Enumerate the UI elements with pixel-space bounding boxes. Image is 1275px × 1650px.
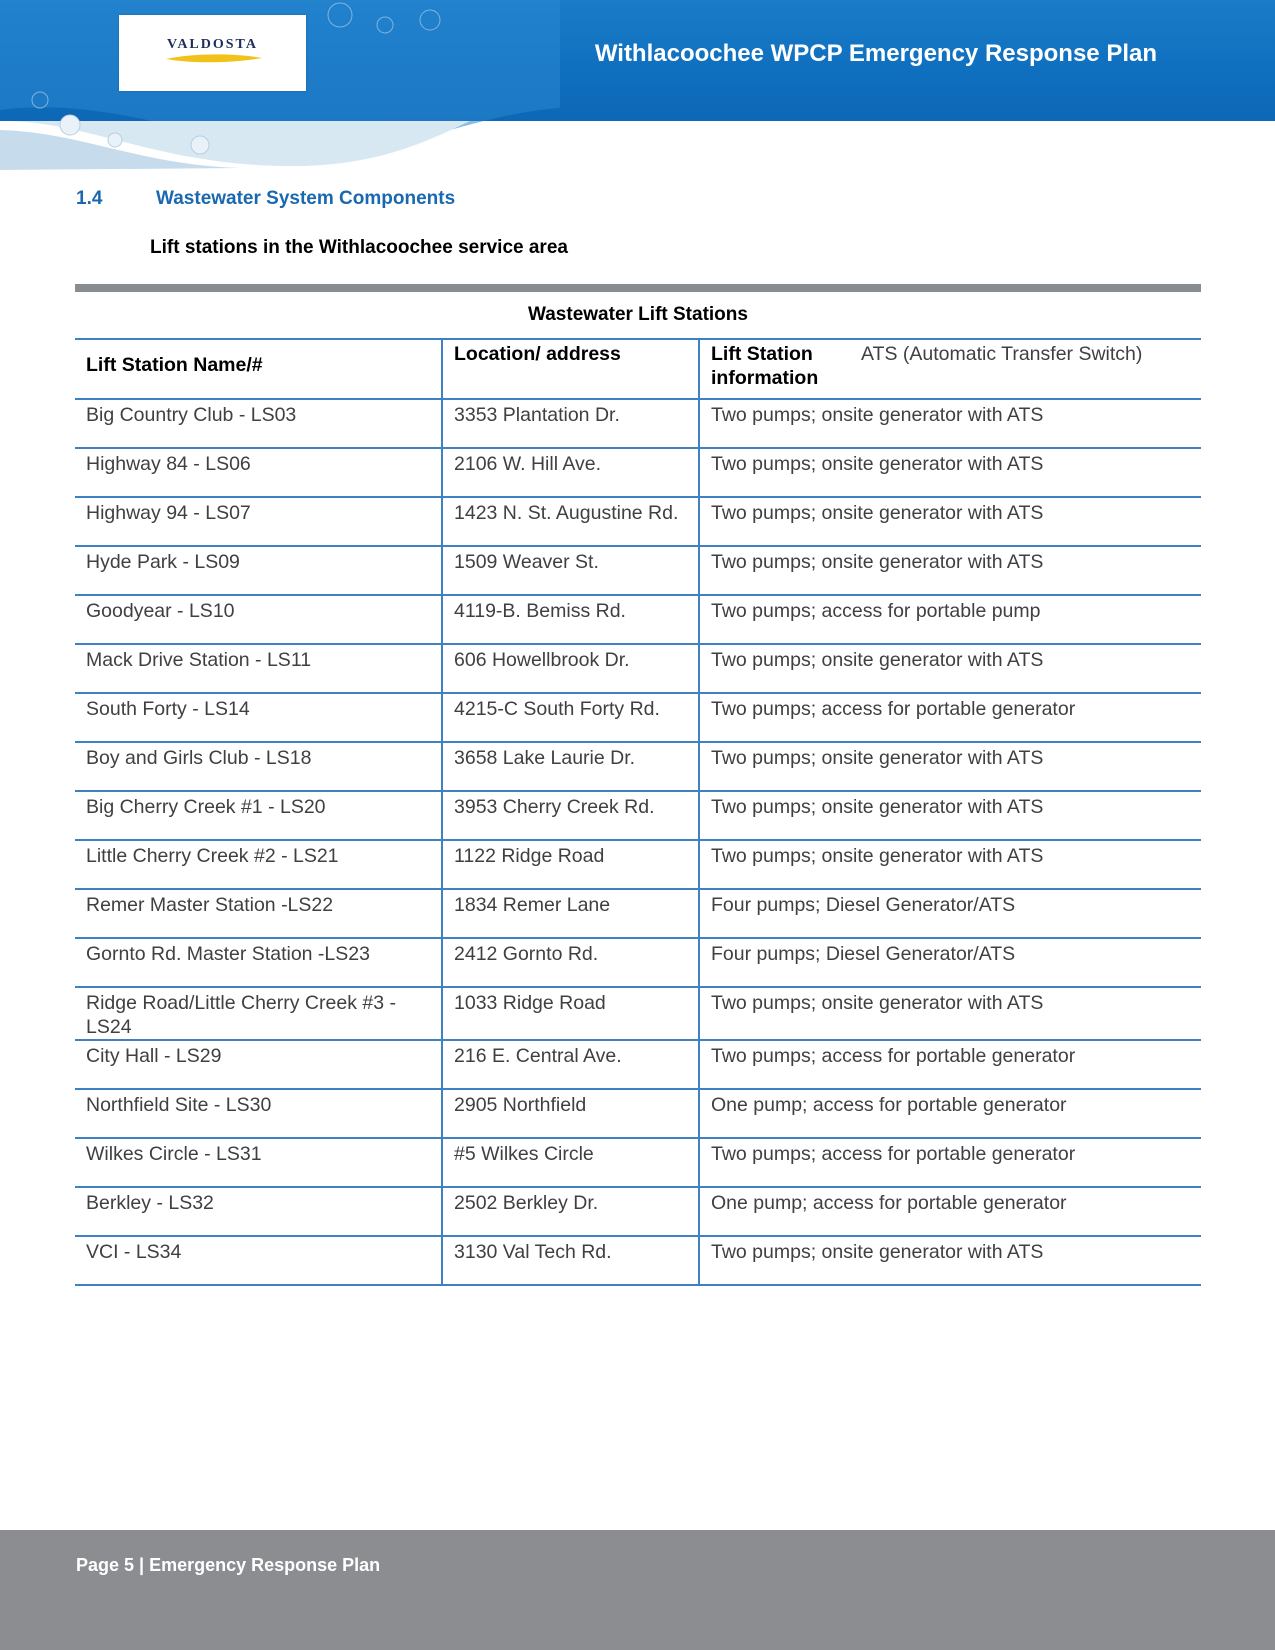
footer-text: Page 5 | Emergency Response Plan bbox=[76, 1555, 381, 1575]
cell-station-name: City Hall - LS29 bbox=[75, 1040, 442, 1089]
cell-station-name: VCI - LS34 bbox=[75, 1236, 442, 1285]
cell-station-name: Wilkes Circle - LS31 bbox=[75, 1138, 442, 1187]
header-info bbox=[699, 340, 1201, 399]
cell-location: 1509 Weaver St. bbox=[442, 546, 699, 595]
cell-station-name: Remer Master Station -LS22 bbox=[75, 889, 442, 938]
table-row bbox=[75, 987, 1201, 1040]
cell-location: 3953 Cherry Creek Rd. bbox=[442, 791, 699, 840]
table-row bbox=[75, 889, 1201, 938]
cell-location: 3353 Plantation Dr. bbox=[442, 399, 699, 448]
table-row bbox=[75, 1138, 1201, 1187]
cell-location: 3130 Val Tech Rd. bbox=[442, 1236, 699, 1285]
table-row bbox=[75, 448, 1201, 497]
cell-station-name: Highway 94 - LS07 bbox=[75, 497, 442, 546]
cell-location: 216 E. Central Ave. bbox=[442, 1040, 699, 1089]
header-ats-note: ATS (Automatic Transfer Switch) bbox=[861, 343, 1143, 365]
table-row bbox=[75, 791, 1201, 840]
cell-station-name: Big Cherry Creek #1 - LS20 bbox=[75, 791, 442, 840]
table-row bbox=[75, 1236, 1201, 1285]
cell-location: 1033 Ridge Road bbox=[442, 987, 699, 1040]
cell-info: Two pumps; onsite generator with ATS bbox=[699, 546, 1201, 595]
cell-location: 2412 Gornto Rd. bbox=[442, 938, 699, 987]
header-banner bbox=[0, 0, 1275, 170]
table-row bbox=[75, 742, 1201, 791]
cell-info: Two pumps; access for portable generator bbox=[699, 693, 1201, 742]
cell-station-name: Little Cherry Creek #2 - LS21 bbox=[75, 840, 442, 889]
cell-info: Two pumps; onsite generator with ATS bbox=[699, 399, 1201, 448]
cell-station-name: Big Country Club - LS03 bbox=[75, 399, 442, 448]
section-number: 1.4 bbox=[76, 188, 103, 209]
cell-info: Two pumps; onsite generator with ATS bbox=[699, 742, 1201, 791]
cell-location: 2905 Northfield bbox=[442, 1089, 699, 1138]
logo-swoosh-icon bbox=[164, 53, 264, 65]
cell-info: Four pumps; Diesel Generator/ATS bbox=[699, 938, 1201, 987]
cell-station-name: South Forty - LS14 bbox=[75, 693, 442, 742]
section-subtitle: Lift stations in the Withlacoochee service area bbox=[150, 237, 568, 258]
cell-location: 2106 W. Hill Ave. bbox=[442, 448, 699, 497]
cell-station-name: Highway 84 - LS06 bbox=[75, 448, 442, 497]
cell-station-name: Ridge Road/Little Cherry Creek #3 - LS24 bbox=[75, 987, 442, 1040]
cell-station-name: Boy and Girls Club - LS18 bbox=[75, 742, 442, 791]
table-row bbox=[75, 644, 1201, 693]
valdosta-logo bbox=[119, 15, 306, 91]
table-row bbox=[75, 595, 1201, 644]
cell-station-name: Berkley - LS32 bbox=[75, 1187, 442, 1236]
cell-station-name: Northfield Site - LS30 bbox=[75, 1089, 442, 1138]
table-row bbox=[75, 497, 1201, 546]
cell-info: One pump; access for portable generator bbox=[699, 1187, 1201, 1236]
cell-location: 3658 Lake Laurie Dr. bbox=[442, 742, 699, 791]
cell-location: 4215-C South Forty Rd. bbox=[442, 693, 699, 742]
cell-station-name: Hyde Park - LS09 bbox=[75, 546, 442, 595]
cell-info: Two pumps; onsite generator with ATS bbox=[699, 987, 1201, 1040]
page-footer bbox=[0, 1530, 1275, 1650]
lift-stations-grid bbox=[75, 340, 1201, 1286]
cell-station-name: Goodyear - LS10 bbox=[75, 595, 442, 644]
cell-info: One pump; access for portable generator bbox=[699, 1089, 1201, 1138]
table-row bbox=[75, 938, 1201, 987]
cell-info: Four pumps; Diesel Generator/ATS bbox=[699, 889, 1201, 938]
cell-station-name: Gornto Rd. Master Station -LS23 bbox=[75, 938, 442, 987]
table-header-row bbox=[75, 340, 1201, 399]
cell-info: Two pumps; onsite generator with ATS bbox=[699, 791, 1201, 840]
table-row bbox=[75, 1040, 1201, 1089]
cell-info: Two pumps; access for portable pump bbox=[699, 595, 1201, 644]
cell-info: Two pumps; access for portable generator bbox=[699, 1138, 1201, 1187]
table-top-rule bbox=[75, 284, 1201, 292]
header-name: Lift Station Name/# bbox=[75, 340, 442, 399]
table-row bbox=[75, 1089, 1201, 1138]
cell-info: Two pumps; onsite generator with ATS bbox=[699, 644, 1201, 693]
table-row bbox=[75, 840, 1201, 889]
cell-location: 1122 Ridge Road bbox=[442, 840, 699, 889]
cell-location: 606 Howellbrook Dr. bbox=[442, 644, 699, 693]
cell-station-name: Mack Drive Station - LS11 bbox=[75, 644, 442, 693]
table-row bbox=[75, 546, 1201, 595]
section-title: Wastewater System Components bbox=[156, 188, 456, 209]
table-row bbox=[75, 693, 1201, 742]
table-row bbox=[75, 1187, 1201, 1236]
cell-info: Two pumps; onsite generator with ATS bbox=[699, 840, 1201, 889]
header-info-label: Lift Station information bbox=[711, 343, 819, 389]
cell-info: Two pumps; onsite generator with ATS bbox=[699, 1236, 1201, 1285]
lift-stations-table bbox=[75, 284, 1201, 1286]
cell-location: #5 Wilkes Circle bbox=[442, 1138, 699, 1187]
section-heading bbox=[76, 188, 455, 210]
table-row bbox=[75, 399, 1201, 448]
cell-location: 2502 Berkley Dr. bbox=[442, 1187, 699, 1236]
document-title: Withlacoochee WPCP Emergency Response Plan bbox=[594, 40, 1157, 67]
cell-info: Two pumps; onsite generator with ATS bbox=[699, 448, 1201, 497]
cell-info: Two pumps; onsite generator with ATS bbox=[699, 497, 1201, 546]
cell-info: Two pumps; access for portable generator bbox=[699, 1040, 1201, 1089]
cell-location: 4119-B. Bemiss Rd. bbox=[442, 595, 699, 644]
header-location: Location/ address bbox=[442, 340, 699, 399]
table-caption: Wastewater Lift Stations bbox=[75, 292, 1201, 340]
logo-text: VALDOSTA bbox=[167, 37, 258, 52]
cell-location: 1423 N. St. Augustine Rd. bbox=[442, 497, 699, 546]
cell-location: 1834 Remer Lane bbox=[442, 889, 699, 938]
table-body bbox=[75, 399, 1201, 1285]
